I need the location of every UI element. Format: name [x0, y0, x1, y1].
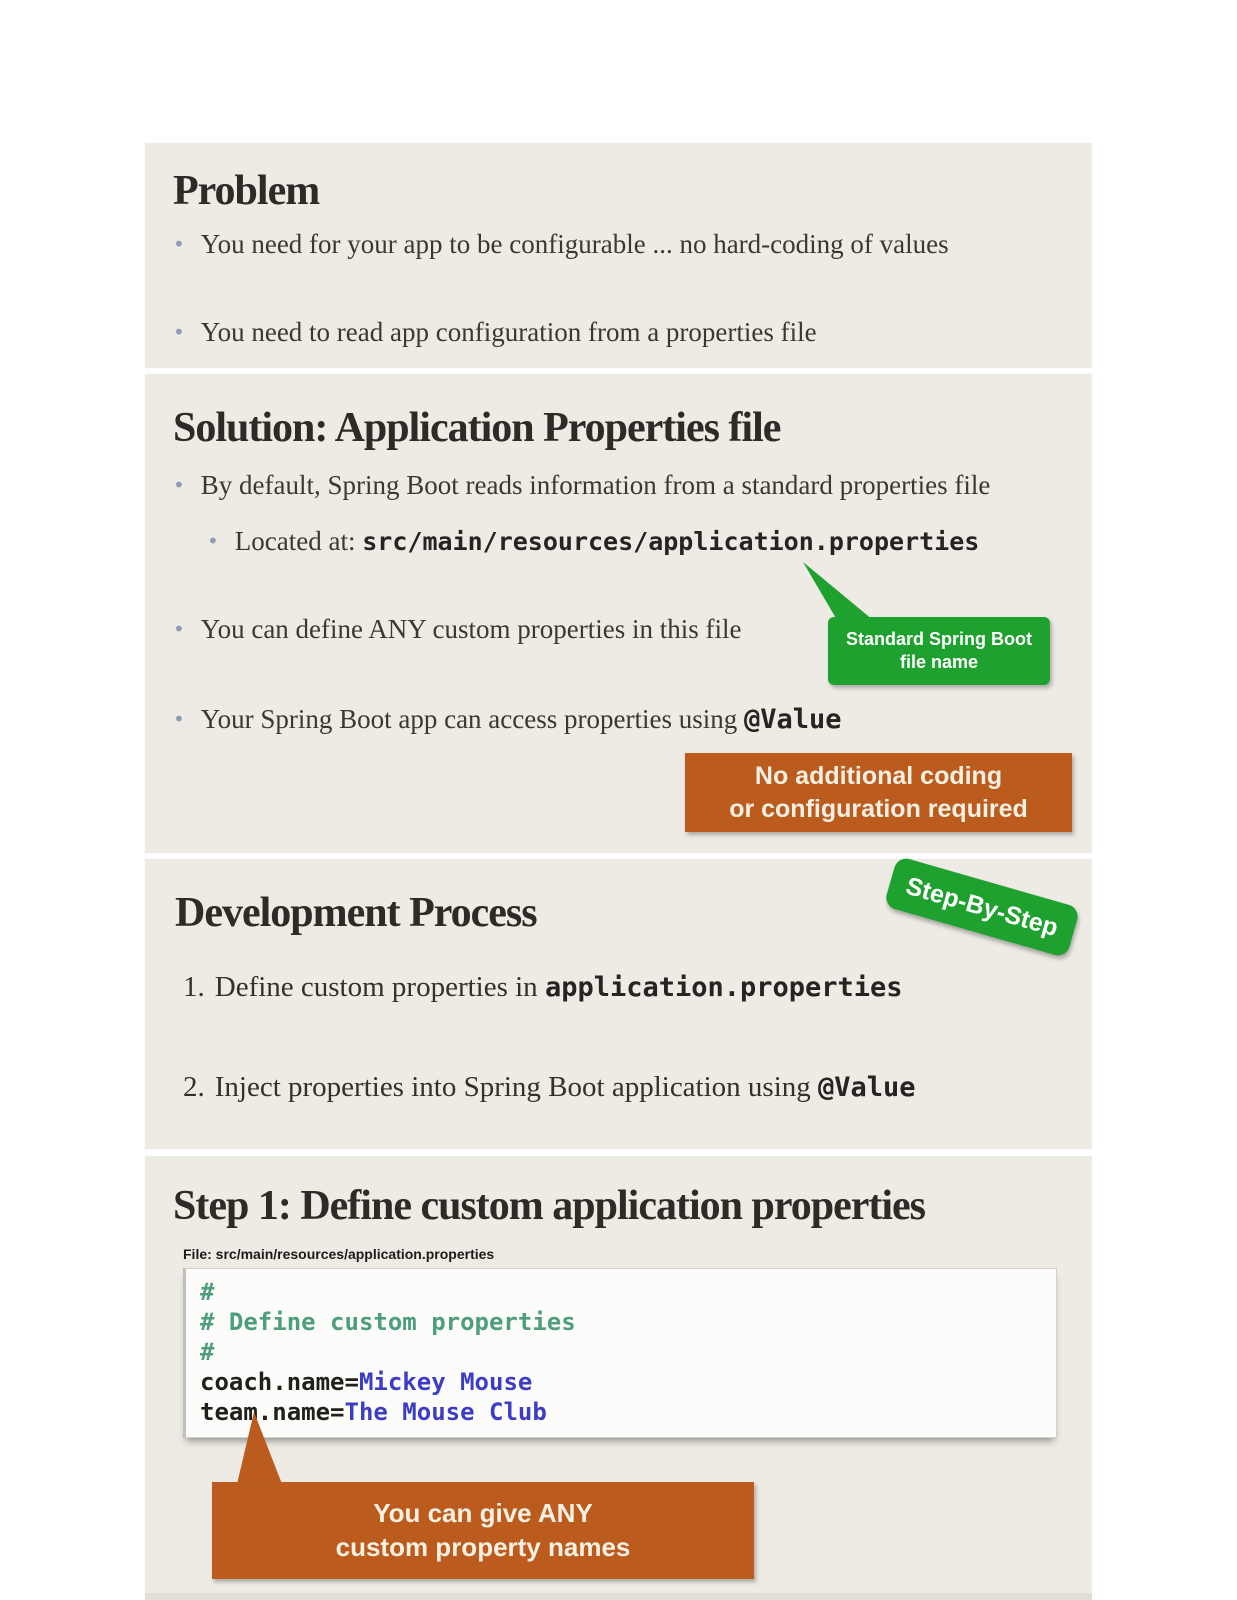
slide-step1	[145, 1156, 1092, 1600]
bullet-icon: •	[173, 320, 185, 344]
step-item	[183, 1071, 916, 1104]
bullet-icon: •	[173, 473, 185, 497]
step-number: 2.	[183, 1071, 205, 1103]
bullet3-text: Your Spring Boot app can access properties using	[200, 704, 744, 734]
property-value: Mickey Mouse	[358, 1368, 533, 1396]
next-slide-edge	[145, 1593, 1092, 1600]
bullet-text: You need to read app configuration from a properties file	[200, 317, 817, 347]
callout-line: file name	[899, 652, 979, 672]
callout-line: custom property names	[335, 1531, 631, 1562]
bullet-text: By default, Spring Boot reads information from a standard properties file	[200, 470, 991, 500]
code-line-comment: # Define custom properties	[200, 1308, 576, 1336]
slide-solution	[145, 374, 1092, 853]
callout-line: You can give ANY	[373, 1497, 593, 1528]
properties-path-code: src/main/resources/application.properties	[362, 527, 980, 556]
code-line-comment: #	[200, 1338, 215, 1366]
callout-line: No additional coding	[754, 762, 1003, 790]
slide-title: Solution: Application Properties file	[173, 405, 781, 452]
step-item	[183, 971, 903, 1004]
property-key: team.name=	[200, 1398, 345, 1426]
bullet-icon: •	[173, 617, 185, 641]
slide-title: Development Process	[175, 890, 537, 937]
property-value: The Mouse Club	[344, 1398, 547, 1426]
orange-callout-custom-property-names	[212, 1482, 754, 1579]
slide-title: Step 1: Define custom application properties	[173, 1183, 926, 1230]
step-code: application.properties	[544, 972, 903, 1003]
code-line-property	[200, 1367, 1056, 1397]
bullet-item	[173, 315, 817, 349]
orange-callout-no-additional-coding	[685, 753, 1072, 832]
green-callout-standard-file-name	[828, 617, 1050, 685]
bullet-text	[201, 702, 842, 737]
callout-line: or configuration required	[729, 794, 1028, 823]
bullet-item	[173, 468, 990, 502]
step-text: Inject properties into Spring Boot application using	[214, 1071, 819, 1103]
bullet-text: You need for your app to be configurable ... no hard-coding of values	[200, 229, 949, 259]
step-code: @Value	[818, 1072, 916, 1103]
green-callout-tail	[785, 554, 885, 624]
slide-development-process	[145, 859, 1092, 1149]
slide-problem	[145, 143, 1092, 368]
file-path-label: File: src/main/resources/application.properties	[183, 1246, 495, 1262]
bullet-icon: •	[173, 232, 185, 256]
slide-title: Problem	[173, 168, 320, 215]
bullet-item	[173, 612, 741, 646]
step-by-step-badge: Step-By-Step	[884, 856, 1081, 958]
property-key: coach.name=	[200, 1368, 359, 1396]
bullet-text: You can define ANY custom properties in this file	[200, 614, 742, 644]
bullet-item	[173, 702, 842, 737]
bullet-item	[173, 227, 949, 261]
value-annotation-code: @Value	[743, 704, 842, 735]
located-label: Located at:	[234, 526, 363, 556]
step-number: 1.	[183, 971, 205, 1003]
bullet-icon: •	[207, 529, 219, 553]
properties-code-editor	[183, 1268, 1057, 1438]
bullet-icon: •	[173, 707, 185, 731]
callout-line: Standard Spring Boot	[846, 628, 1032, 649]
code-line-property	[200, 1397, 1056, 1427]
code-line-comment: #	[200, 1278, 215, 1306]
orange-callout-tail	[230, 1408, 290, 1486]
step-text: Define custom properties in	[214, 971, 545, 1003]
